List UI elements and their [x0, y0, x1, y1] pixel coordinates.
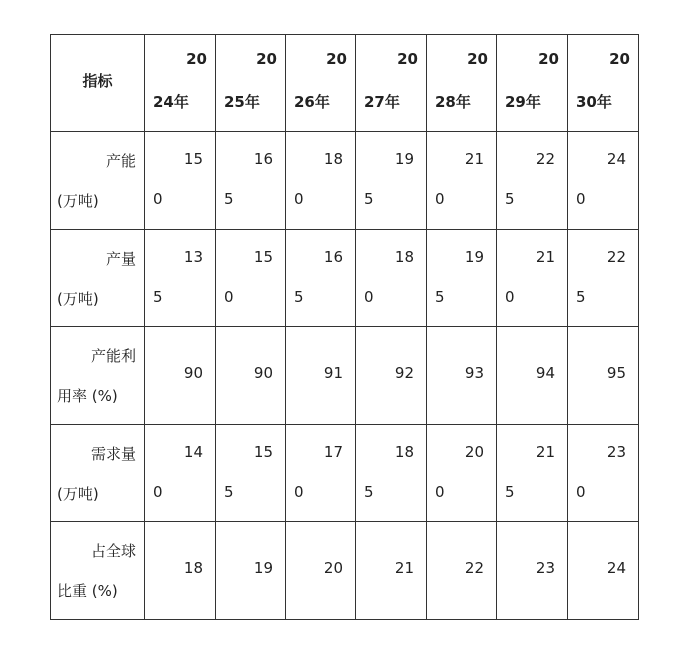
value-top: 15: [253, 247, 273, 266]
value: 90: [253, 364, 273, 382]
value-bottom: 0: [364, 287, 374, 306]
value: 22: [464, 559, 484, 577]
value-cell: [427, 132, 497, 230]
year-century: 20: [609, 50, 630, 68]
value-cell: [356, 327, 427, 425]
value-bottom: 0: [294, 482, 304, 501]
value-bottom: 5: [364, 190, 374, 208]
value-cell: [216, 229, 286, 327]
value-top: 14: [183, 442, 203, 461]
value: 18: [183, 559, 203, 577]
value-top: 17: [323, 442, 343, 461]
row-label-line2: (万吨): [57, 289, 99, 308]
row-label-line2: 比重 (%): [57, 582, 118, 600]
value-top: 21: [535, 442, 555, 461]
value-cell: [568, 229, 639, 327]
value: 91: [323, 364, 343, 382]
value-bottom: 0: [435, 190, 445, 208]
value-cell: [286, 424, 356, 522]
value-cell: [145, 327, 216, 425]
value-bottom: 5: [576, 287, 586, 306]
value-cell: [286, 522, 356, 620]
value-bottom: 5: [435, 287, 445, 306]
value-top: 21: [535, 247, 555, 266]
value-cell: [286, 229, 356, 327]
value-bottom: 5: [153, 287, 163, 306]
value-top: 20: [464, 442, 484, 461]
value-cell: [145, 522, 216, 620]
row-label-line2: (万吨): [57, 484, 99, 503]
value-bottom: 5: [224, 190, 234, 208]
value-cell: [427, 522, 497, 620]
value: 93: [464, 364, 484, 382]
value: 95: [606, 364, 626, 382]
value-cell: [356, 522, 427, 620]
year-header-cell: [568, 35, 639, 132]
value-bottom: 5: [294, 287, 304, 306]
value: 24: [606, 559, 626, 577]
value-top: 22: [535, 150, 555, 168]
value-cell: [568, 132, 639, 230]
value: 19: [253, 559, 273, 577]
value-bottom: 5: [505, 190, 515, 208]
row-label-cell: [51, 229, 145, 327]
year-header-cell: [216, 35, 286, 132]
value-cell: [216, 132, 286, 230]
value-cell: [145, 229, 216, 327]
value-cell: [568, 522, 639, 620]
corner-label: 指标: [82, 72, 113, 90]
value: 20: [323, 559, 343, 577]
corner-header-cell: [51, 35, 145, 132]
value-bottom: 0: [505, 287, 515, 306]
year-header-cell: [356, 35, 427, 132]
value-cell: [286, 327, 356, 425]
value-cell: [216, 327, 286, 425]
year-century: 20: [397, 50, 418, 68]
table-row-output: [51, 229, 639, 327]
value-top: 13: [183, 247, 203, 266]
year-header-cell: [497, 35, 568, 132]
year-suffix: 27年: [364, 93, 400, 111]
value-bottom: 0: [294, 190, 304, 208]
year-suffix: 26年: [294, 93, 330, 111]
value-cell: [497, 229, 568, 327]
value-cell: [145, 132, 216, 230]
table-header-row: [51, 35, 639, 132]
value-cell: [497, 327, 568, 425]
value-cell: [427, 424, 497, 522]
value-cell: [497, 522, 568, 620]
row-label-line1: 产量: [105, 249, 136, 268]
value-cell: [286, 132, 356, 230]
value-bottom: 0: [576, 190, 586, 208]
value-bottom: 5: [505, 482, 515, 501]
value: 90: [183, 364, 203, 382]
value: 23: [535, 559, 555, 577]
value: 94: [535, 364, 555, 382]
value-top: 19: [464, 247, 484, 266]
value-top: 18: [394, 247, 414, 266]
year-suffix: 30年: [576, 93, 612, 111]
value-top: 24: [606, 150, 626, 168]
year-suffix: 29年: [505, 93, 541, 111]
year-century: 20: [186, 50, 207, 68]
row-label-cell: [51, 522, 145, 620]
row-label-line1: 产能利: [90, 347, 136, 365]
year-century: 20: [256, 50, 277, 68]
value-cell: [356, 424, 427, 522]
value-cell: [216, 522, 286, 620]
table-row-capacity: [51, 132, 639, 230]
row-label-cell: [51, 424, 145, 522]
value-top: 18: [394, 442, 414, 461]
value-cell: [427, 229, 497, 327]
row-label-line1: 产能: [105, 152, 136, 170]
value-top: 18: [323, 150, 343, 168]
value-cell: [497, 132, 568, 230]
value-top: 21: [464, 150, 484, 168]
row-label-line2: (万吨): [57, 192, 99, 210]
year-suffix: 24年: [153, 93, 189, 111]
year-header-cell: [286, 35, 356, 132]
year-header-cell: [427, 35, 497, 132]
table-row-utilization: [51, 327, 639, 425]
year-century: 20: [467, 50, 488, 68]
value-top: 16: [323, 247, 343, 266]
year-header-cell: [145, 35, 216, 132]
value-top: 23: [606, 442, 626, 461]
value: 92: [394, 364, 414, 382]
value-cell: [356, 229, 427, 327]
value-cell: [427, 327, 497, 425]
value-top: 16: [253, 150, 273, 168]
value-bottom: 5: [364, 482, 374, 501]
row-label-line2: 用率 (%): [57, 387, 118, 405]
value-cell: [568, 327, 639, 425]
value-top: 22: [606, 247, 626, 266]
value-top: 15: [183, 150, 203, 168]
row-label-cell: [51, 327, 145, 425]
value-cell: [497, 424, 568, 522]
row-label-line1: 占全球: [90, 542, 136, 560]
row-label-line1: 需求量: [90, 444, 136, 463]
value-bottom: 0: [576, 482, 586, 501]
value: 21: [394, 559, 414, 577]
value-bottom: 0: [224, 287, 234, 306]
value-top: 15: [253, 442, 273, 461]
table-row-demand: [51, 424, 639, 522]
value-top: 19: [394, 150, 414, 168]
value-bottom: 5: [224, 482, 234, 501]
row-label-cell: [51, 132, 145, 230]
value-cell: [356, 132, 427, 230]
value-cell: [568, 424, 639, 522]
value-bottom: 0: [153, 190, 163, 208]
year-suffix: 25年: [224, 93, 260, 111]
year-century: 20: [326, 50, 347, 68]
value-bottom: 0: [435, 482, 445, 501]
value-cell: [145, 424, 216, 522]
data-table: [50, 34, 639, 620]
year-suffix: 28年: [435, 93, 471, 111]
year-century: 20: [538, 50, 559, 68]
table-row-global-share: [51, 522, 639, 620]
value-bottom: 0: [153, 482, 163, 501]
value-cell: [216, 424, 286, 522]
